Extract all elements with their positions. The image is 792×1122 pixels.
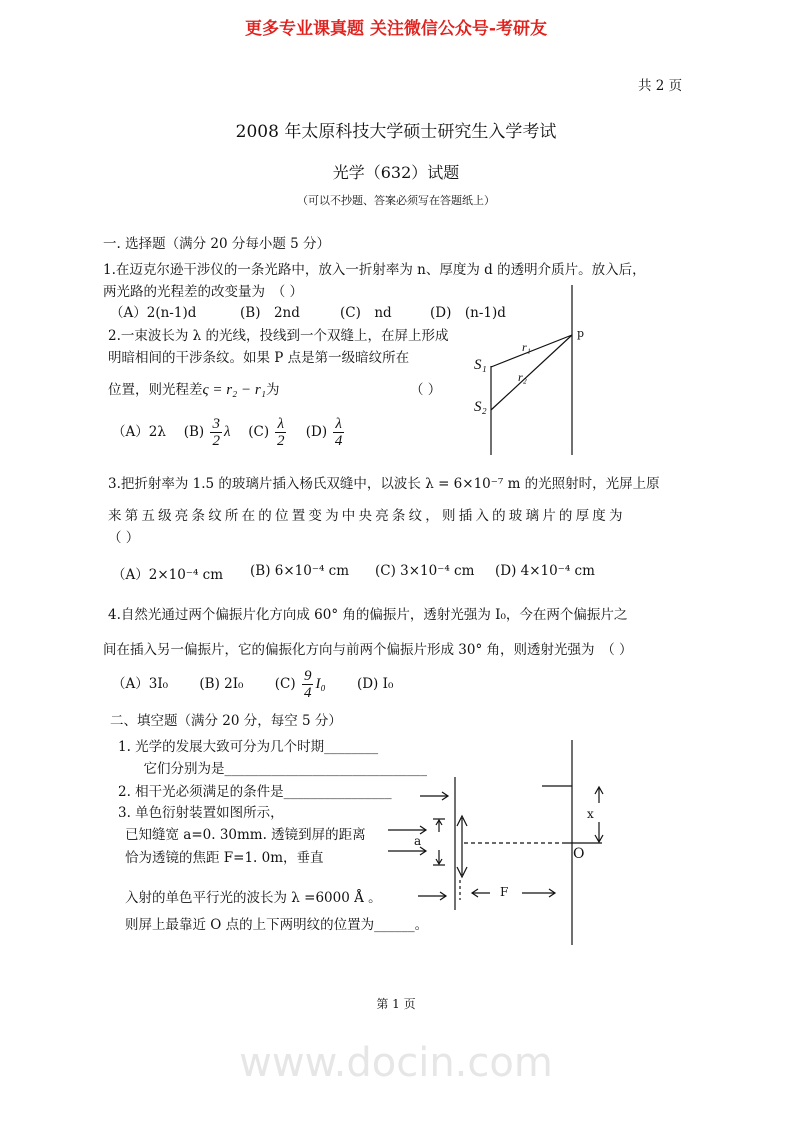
q2-opt-d: (D): [305, 424, 328, 440]
section1-heading: 一. 选择题（满分 20 分每小题 5 分）: [103, 236, 331, 252]
q4-line1: 4.自然光通过两个偏振片化方向成 60° 角的偏振片，透射光强为 I₀，今在两个偏振片之: [108, 607, 628, 623]
q4-line2: 间在插入另一偏振片，它的偏振化方向与前两个偏振片形成 30° 角，则透射光强为 （ ）: [103, 642, 633, 658]
fig1-ray-r2: [491, 335, 572, 410]
q3-line1: 3.把折射率为 1.5 的玻璃片插入杨氏双缝中，以波长 λ = 6×10⁻⁷ m 的光照射时，光屏上原: [108, 476, 660, 492]
fill-line: 2. 相干光必须满足的条件是________________: [118, 784, 392, 800]
numerator: 9: [303, 668, 312, 684]
q2-paren: （ ）: [410, 382, 442, 398]
q1-line1: 1.在迈克尔逊干涉仪的一条光路中，放入一折射率为 n、厚度为 d 的透明介质片。放入后，: [103, 262, 646, 278]
denominator: 2: [276, 433, 285, 449]
q3-opt-d: (D) 4×10⁻⁴ cm: [495, 563, 595, 579]
fig2-label-o: O: [573, 846, 585, 862]
exam-title: 2008 年太原科技大学硕士研究生入学考试: [235, 122, 557, 142]
q1-opt-d: (D) (n-1)d: [430, 305, 506, 321]
page-footer: 第 1 页: [376, 997, 416, 1011]
fig1-label-p: p: [577, 327, 585, 340]
q2-opt-c: (C): [248, 424, 270, 440]
q3-line2: 来第五级亮条纹所在的位置变为中央亮条纹，则插入的玻璃片的厚度为: [108, 508, 626, 524]
numerator: 3: [212, 416, 220, 432]
banner: 更多专业课真题 关注微信公众号-考研友: [245, 19, 547, 39]
q3-opt-c: (C) 3×10⁻⁴ cm: [375, 563, 475, 579]
fig2-label-x: x: [587, 807, 594, 821]
q3-opt-a: （A）2×10⁻⁴ cm: [112, 567, 224, 583]
subject-title: 光学（632）试题: [332, 163, 460, 182]
fig1-label-r2: r₂: [518, 370, 527, 384]
section2-heading: 二、填空题（满分 20 分，每空 5 分）: [110, 713, 342, 729]
q4-opt-c: (C): [274, 676, 296, 692]
q2-equation: ς = r₂ − r₁: [202, 382, 266, 398]
denominator: 4: [334, 433, 343, 449]
denominator: 4: [303, 685, 312, 701]
q4-opt-b: (B) 2I₀: [199, 676, 244, 692]
fill-line: 则屏上最靠近 O 点的上下两明纹的位置为______。: [125, 917, 429, 933]
fill-line: 恰为透镜的焦距 F=1. 0m，垂直: [125, 850, 324, 866]
numerator: λ: [335, 416, 342, 432]
numerator: λ: [277, 416, 284, 432]
q2-line1: 2.一束波长为 λ 的光线，投线到一个双缝上，在屏上形成: [108, 328, 449, 344]
q1-line2: 两光路的光程差的改变量为 （ ）: [103, 284, 304, 300]
fig1-label-r1: r₁: [522, 340, 531, 354]
q1-opt-b: (B) 2nd: [240, 305, 300, 321]
fig1-ray-r1: [491, 335, 572, 367]
q2-line3-b: 为: [265, 382, 280, 398]
fill-line: 3. 单色衍射装置如图所示，: [118, 805, 284, 821]
q2-opt-b: (B): [183, 424, 205, 440]
q4-opt-d: (D) I₀: [356, 676, 394, 692]
fig2-label-f: F: [500, 885, 509, 899]
denominator: 2: [212, 433, 220, 449]
q1-opt-c: (C) nd: [340, 305, 392, 321]
page-total: 共 2 页: [638, 78, 683, 94]
q2-line2: 明暗相间的干涉条纹。如果 P 点是第一级暗纹所在: [108, 350, 410, 366]
fill-line: 入射的单色平行光的波长为 λ =6000 Å 。: [125, 890, 382, 906]
fill-line: 它们分别为是______________________________: [130, 761, 427, 777]
exam-note: （可以不抄题、答案必须写在答题纸上）: [297, 194, 495, 207]
q2-opt-b-lambda: λ: [223, 424, 231, 440]
fill-line: 已知缝宽 a=0. 30mm. 透镜到屏的距离: [125, 827, 366, 843]
fig2-label-a: a: [414, 834, 422, 848]
q3-opt-b: (B) 6×10⁻⁴ cm: [250, 563, 350, 579]
q2-opt-a: （A）2λ: [112, 424, 166, 440]
q2-line3-a: 位置，则光程差: [108, 382, 203, 398]
fig1-label-s1: S₁: [474, 357, 487, 373]
q4-opt-c-intensity: I₀: [315, 676, 326, 692]
fig1-label-s2: S₂: [474, 399, 487, 415]
q3-line3: （ ）: [108, 530, 140, 546]
q1-opt-a: （A）2(n-1)d: [110, 305, 197, 321]
fill-line: 1. 光学的发展大致可分为几个时期________: [118, 739, 379, 755]
q4-opt-a: （A）3I₀: [112, 676, 169, 692]
watermark: www.docin.com: [239, 1040, 553, 1086]
